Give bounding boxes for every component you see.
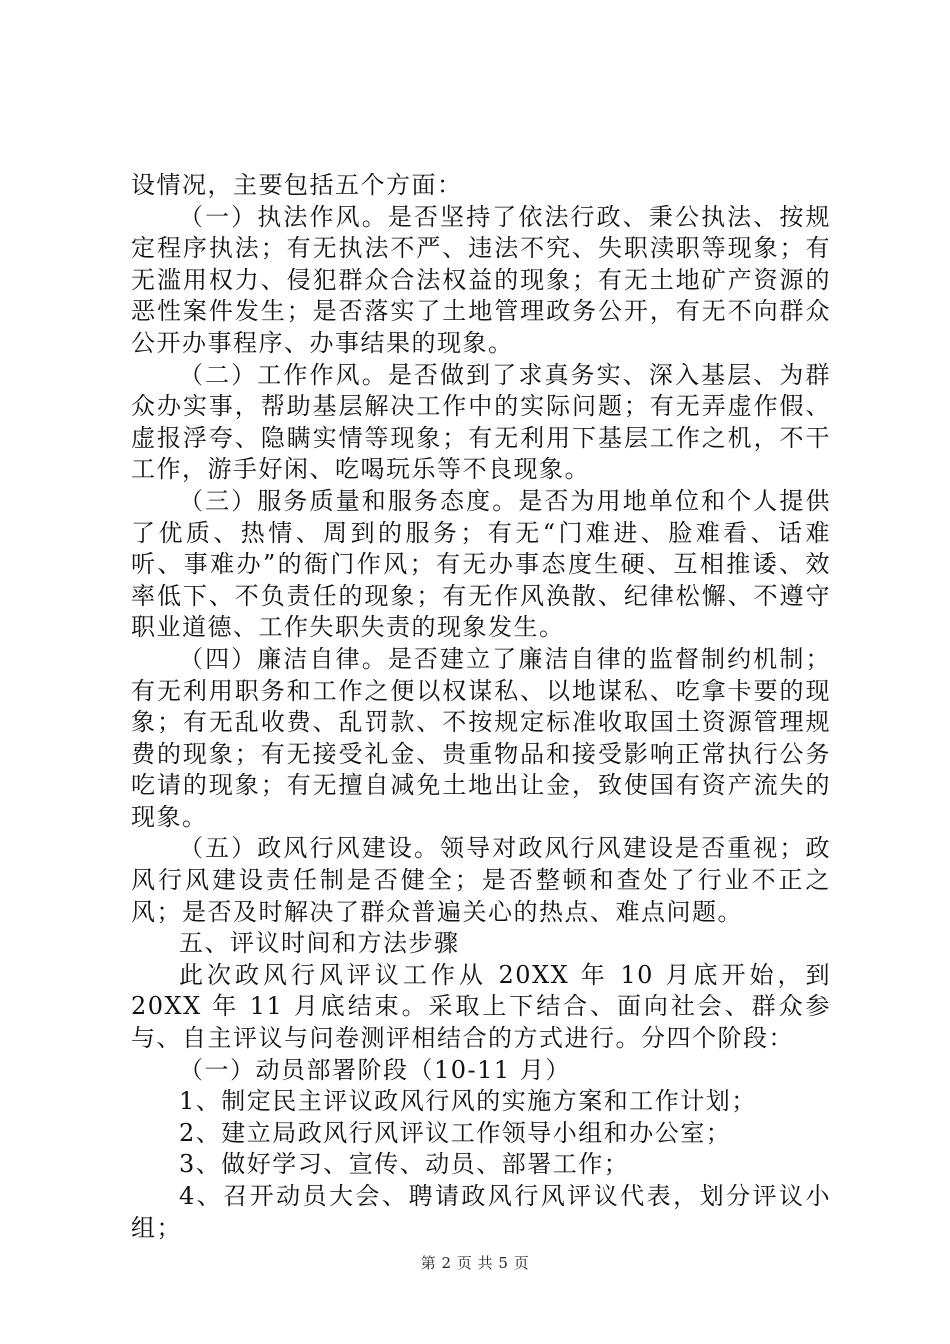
list-item: 4、召开动员大会、聘请政风行风评议代表，划分评议小组；	[131, 1182, 831, 1242]
list-item: 3、做好学习、宣传、动员、部署工作；	[179, 1150, 630, 1179]
paragraph-intro-continued: 设情况，主要包括五个方面：	[131, 171, 463, 199]
document-body	[131, 170, 831, 1244]
paragraph-section-5: （五）政风行风建设。领导对政风行风建设是否重视；政风行风建设责任制是否健全；是否整顿和查处了行业不正之风；是否及时解决了群众普遍关心的热点、难点问题。	[131, 834, 831, 926]
list-item: 1、制定民主评议政风行风的实施方案和工作计划；	[179, 1087, 757, 1116]
paragraph-schedule: 此次政风行风评议工作从 20XX 年 10 月底开始，到 20XX 年 11 月底结束。采取上下结合、面向社会、群众参与、自主评议与问卷测评相结合的方式进行。分四个阶段：	[131, 960, 831, 1053]
paragraph-section-2: （二）工作作风。是否做到了求真务实、深入基层、为群众办实事，帮助基层解决工作中的实际问题；有无弄虚作假、虚报浮夸、隐瞒实情等现象；有无利用下基层工作之机，不干工作，游手好闲、吃喝玩乐等不良现象。	[131, 360, 831, 484]
paragraph-section-4: （四）廉洁自律。是否建立了廉洁自律的监督制约机制；有无利用职务和工作之便以权谋私、以地谋私、吃拿卡要的现象；有无乱收费、乱罚款、不按规定标准收取国土资源管理规费的现象；有无接受礼金、贵重物品和接受影响正常执行公务吃请的现象；有无擅自减免土地出让金，致使国有资产流失的现象。	[131, 644, 831, 831]
paragraph-section-3: （三）服务质量和服务态度。是否为用地单位和个人提供了优质、热情、周到的服务；有无“门难进、脸难看、话难听、事难办”的衙门作风；有无办事态度生硬、互相推诿、效率低下、不负责任的现象；有无作风涣散、纪律松懈、不遵守职业道德、工作失职失责的现象发生。	[131, 486, 831, 642]
subheading-stage-1: （一）动员部署阶段（10-11 月）	[179, 1055, 571, 1084]
heading-schedule-and-method: 五、评议时间和方法步骤	[179, 929, 460, 958]
page-number-footer: 第 2 页 共 5 页	[420, 1254, 530, 1272]
paragraph-section-1: （一）执法作风。是否坚持了依法行政、秉公执法、按规定程序执法；有无执法不严、违法不究、失职渎职等现象；有无滥用权力、侵犯群众合法权益的现象；有无土地矿产资源的恶性案件发生；是否落实了土地管理政务公开，有无不向群众公开办事程序、办事结果的现象。	[131, 202, 831, 357]
list-item: 2、建立局政风行风评议工作领导小组和办公室；	[179, 1118, 732, 1147]
